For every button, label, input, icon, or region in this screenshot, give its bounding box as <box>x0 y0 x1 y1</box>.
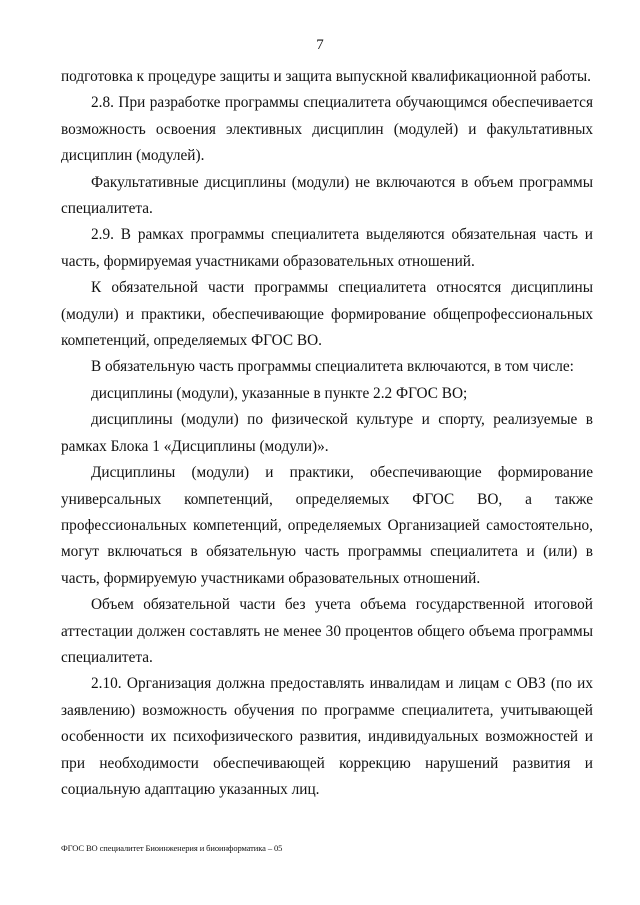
document-body <box>61 64 593 803</box>
document-footer: ФГОС ВО специалитет Биоинженерия и биоинформатика – 05 <box>61 843 283 853</box>
paragraph: К обязательной части программы специалитета относятся дисциплины (модули) и практики, обеспечивающие формирование общепрофессиональных компетенций, определяемых ФГОС ВО. <box>61 279 593 350</box>
paragraph: 2.9. В рамках программы специалитета выделяются обязательная часть и часть, формируемая участниками образовательных отношений. <box>61 226 593 270</box>
paragraph: 2.8. При разработке программы специалитета обучающимся обеспечивается возможность освоения элективных дисциплин (модулей) и факультативных дисциплин (модулей). <box>61 94 593 165</box>
paragraph: дисциплины (модули) по физической культуре и спорту, реализуемые в рамках Блока 1 «Дисциплины (модули)». <box>61 411 593 455</box>
paragraph: 2.10. Организация должна предоставлять инвалидам и лицам с ОВЗ (по их заявлению) возможность обучения по программе специалитета, учитывающей особенности их психофизического развития, индивидуальных возможностей и при необходимости обеспечивающей коррекцию нарушений развития и социальную адаптацию указанных лиц. <box>61 675 593 798</box>
paragraph: Объем обязательной части без учета объема государственной итоговой аттестации должен составлять не менее 30 процентов общего объема программы специалитета. <box>61 596 593 666</box>
paragraph: Дисциплины (модули) и практики, обеспечивающие формирование универсальных компетенций, определяемых ФГОС ВО, а также профессиональных компетенций, определяемых Организацией самостоятельно, могут включаться в обязательную часть программы специалитета и (или) в часть, формируемую участниками образовательных отношений. <box>61 464 593 587</box>
paragraph: дисциплины (модули), указанные в пункте 2.2 ФГОС ВО; <box>91 384 468 402</box>
paragraph: В обязательную часть программы специалитета включаются, в том числе: <box>91 358 574 376</box>
paragraph: Факультативные дисциплины (модули) не включаются в объем программы специалитета. <box>61 173 593 218</box>
page-number: 7 <box>316 37 324 53</box>
paragraph: подготовка к процедуре защиты и защита выпускной квалификационной работы. <box>61 68 591 85</box>
